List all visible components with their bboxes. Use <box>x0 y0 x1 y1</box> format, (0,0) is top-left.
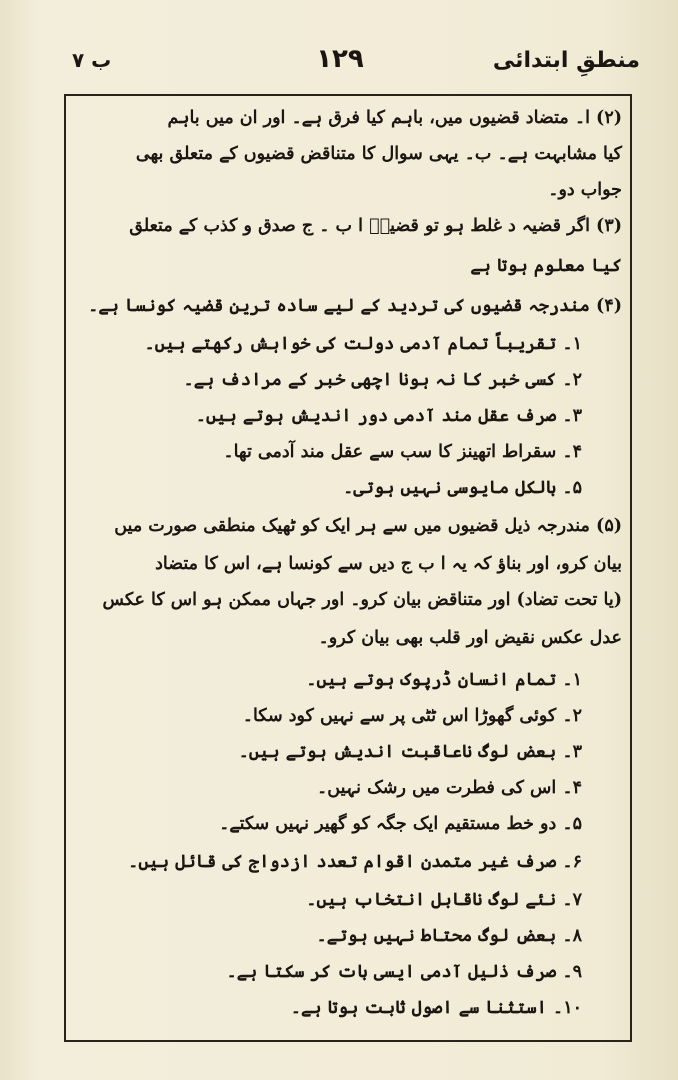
book-title: منطقِ ابتدائی <box>492 48 640 73</box>
question-5-item-1: ۱۔ تمام انسان ڈرپوک ہوتے ہیں۔ <box>306 670 582 690</box>
question-5-item-7: ۷۔ نئے لوگ ناقابل انتخاب ہیں۔ <box>306 890 582 910</box>
question-2-line-2: کیا مشابہت ہے۔ ب۔ یہی سوال کا متناقض قضیوں کے متعلق بھی <box>135 144 622 164</box>
question-4-item-4: ۴۔ سقراط اتھینز کا سب سے عقل مند آدمی تھا۔ <box>223 442 582 462</box>
question-5-item-5: ۵۔ دو خط مستقیم ایک جگہ کو گھیر نہیں سکتے۔ <box>219 814 582 834</box>
question-2-line-1: (۲) ا۔ متضاد قضیوں میں، باہم کیا فرق ہے۔ اور ان میں باہم <box>167 108 622 128</box>
question-4-item-2: ۲۔ کسی خبر کا نہ ہونا اچھی خبر کے مرادف ہے۔ <box>183 370 582 390</box>
exercise-text <box>76 108 622 1028</box>
question-5-item-10: ۱۰۔ استثنا سے اصول ثابت ہوتا ہے۔ <box>290 998 582 1018</box>
question-5-item-3: ۳۔ بعض لوگ ناعاقبت اندیش ہوتے ہیں۔ <box>238 742 582 762</box>
question-3-line-2: کیا معلوم ہوتا ہے <box>470 256 622 276</box>
question-5-item-8: ۸۔ بعض لوگ محتاط نہیں ہوتے۔ <box>316 926 582 946</box>
margin-bleed-through <box>636 96 676 1036</box>
question-5-line-4: عدل عکس نقیض اور قلب بھی بیان کرو۔ <box>318 628 622 648</box>
question-2-line-3: جواب دو۔ <box>548 180 622 200</box>
question-5-line-1: (۵) مندرجہ ذیل قضیوں میں سے ہر ایک کو ٹھیک منطقی صورت میں <box>114 516 622 536</box>
chapter-marker: ب ۷ <box>72 48 112 72</box>
question-4-item-5: ۵۔ بالکل مایوسی نہیں ہوتی۔ <box>343 478 582 498</box>
question-5-item-2: ۲۔ کوئی گھوڑا اس ٹٹی پر سے نہیں کود سکا۔ <box>242 706 582 726</box>
page-number: ۱۲۹ <box>316 44 364 74</box>
question-3-line-1: (۳) اگر قضیہ د غلط ہو تو قضیہٗ ا ب ۔ ج صدق و کذب کے متعلق <box>129 216 622 236</box>
question-5-item-4: ۴۔ اس کی فطرت میں رشک نہیں۔ <box>317 778 582 798</box>
question-4-line-1: (۴) مندرجہ قضیوں کی تردید کے لیے سادہ ترین قضیہ کونسا ہے۔ <box>88 296 622 316</box>
question-5-item-6: ۶۔ صرف غیر متمدن اقوام تعدد ازدواج کی قائل ہیں۔ <box>128 852 582 872</box>
question-4-item-1: ۱۔ تقریباً تمام آدمی دولت کی خواہش رکھتے ہیں۔ <box>144 334 582 354</box>
question-4-item-3: ۳۔ صرف عقل مند آدمی دور اندیش ہوتے ہیں۔ <box>195 406 582 426</box>
question-5-item-9: ۹۔ صرف ذلیل آدمی ایسی بات کر سکتا ہے۔ <box>226 962 582 982</box>
page-header <box>40 40 640 84</box>
question-5-line-3: (یا تحت تضاد) اور متناقض بیان کرو۔ اور جہاں ممکن ہو اس کا عکس <box>102 590 622 610</box>
question-5-line-2: بیان کرو، اور بناؤ کہ یہ ا ب ج دیں سے کونسا ہے، اس کا متضاد <box>155 554 622 574</box>
